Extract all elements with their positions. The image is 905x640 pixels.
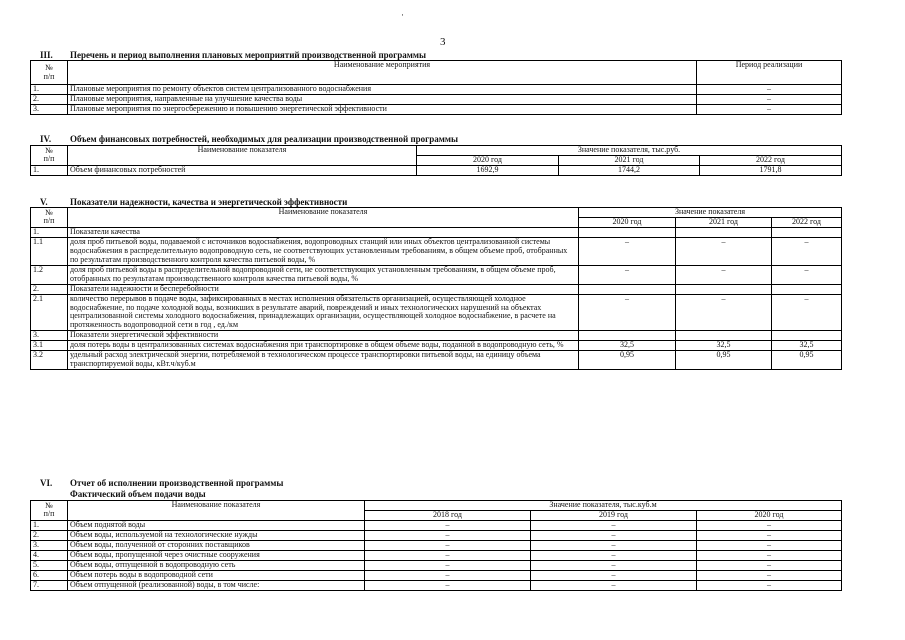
section-6-subtitle: Фактический объем подачи воды [70,489,206,499]
table-header-row [31,208,842,218]
row-name: Объем воды, отпущенной в водопроводную сеть [68,560,365,570]
header-year: 2020 год [579,217,676,227]
section-3-number: III. [40,50,53,60]
table-row [31,85,842,95]
row-number: 1.2 [31,265,68,284]
header-no: № п/п [31,208,68,228]
header-year: 2020 год [417,155,559,165]
row-value: – [365,550,531,560]
section-5-heading [40,197,347,207]
row-value: – [676,237,772,265]
header-no: № п/п [31,146,68,166]
row-value: – [531,520,697,530]
row-number: 6. [31,570,68,580]
row-value [579,227,676,237]
row-value: – [772,237,842,265]
row-name: удельный расход электрической энергии, потребляемой в технологическом процессе транспортировки питьевой воды, на единицу объема транспортируемой воды, кВт.ч/куб.м [68,351,579,370]
row-name: Объем воды, используемой на технологические нужды [68,530,365,540]
row-number: 1. [31,165,68,175]
header-no: № п/п [31,501,68,521]
row-value [579,284,676,294]
row-number: 2. [31,94,68,104]
row-value: – [697,560,842,570]
row-name: Объем воды, пропущенной через очистные сооружения [68,550,365,560]
row-value: – [697,570,842,580]
row-value: – [676,294,772,331]
row-value: 1744,2 [559,165,700,175]
row-name: доля проб питьевой воды в распределительной водопроводной сети, не соответствующих установленным требованиям, в общем объеме проб, отобранных по результатам производственного контроля качества питьевой воды, % [68,265,579,284]
table-row [31,227,842,237]
row-number: 3. [31,331,68,341]
table-row [31,550,842,560]
header-year: 2018 год [365,510,531,520]
row-period: – [697,104,842,114]
row-name: Показатели качества [68,227,579,237]
section-5-title: Показатели надежности, качества и энергетической эффективности [70,197,348,207]
stray-mark: · [401,10,404,20]
row-value [676,331,772,341]
row-value: – [676,265,772,284]
row-number: 1. [31,227,68,237]
row-value: – [365,560,531,570]
row-period: – [697,85,842,95]
section-5-table [30,207,842,370]
row-value [772,331,842,341]
header-year: 2022 год [772,217,842,227]
row-value: – [772,265,842,284]
header-year: 2021 год [676,217,772,227]
table-row [31,165,842,175]
row-value: – [697,530,842,540]
row-value: – [772,294,842,331]
section-3-table [30,60,842,115]
table-row [31,530,842,540]
header-value: Значение показателя, тыс.руб. [417,146,842,156]
header-year: 2021 год [559,155,700,165]
row-value [772,284,842,294]
row-value: – [365,570,531,580]
row-number: 7. [31,580,68,590]
row-value: – [365,580,531,590]
section-6-heading [40,478,283,488]
row-value: 0,95 [579,351,676,370]
table-row [31,104,842,114]
table-row [31,265,842,284]
table-row [31,94,842,104]
row-value: 1791,8 [700,165,842,175]
header-value: Значение показателя [579,208,842,218]
header-no: № п/п [31,61,68,85]
table-header-row [31,146,842,156]
header-name: Наименование показателя [68,501,365,521]
header-year: 2020 год [697,510,842,520]
row-name: Плановые мероприятия по ремонту объектов систем централизованного водоснабжения [68,85,697,95]
row-number: 2. [31,530,68,540]
header-name: Наименование показателя [68,146,417,166]
table-row [31,570,842,580]
row-value: 32,5 [676,341,772,351]
section-6-number: VI. [40,478,53,488]
row-number: 5. [31,560,68,570]
row-value: – [579,265,676,284]
row-name: Плановые мероприятия, направленные на улучшение качества воды [68,94,697,104]
section-4-number: IV. [40,134,52,144]
row-name: Показатели надежности и бесперебойности [68,284,579,294]
row-value: – [531,540,697,550]
row-number: 3.2 [31,351,68,370]
row-number: 2.1 [31,294,68,331]
row-value [676,227,772,237]
row-value: 32,5 [579,341,676,351]
header-year: 2019 год [531,510,697,520]
row-value: – [531,560,697,570]
row-value: – [697,540,842,550]
row-value: – [579,237,676,265]
row-name: Показатели энергетической эффективности [68,331,579,341]
row-name: доля проб питьевой воды, подаваемой с источников водоснабжения, водопроводных станций или иных объектов централизованной системы водоснабжения в распределительную водопроводную сеть, не соответствующих установленным требованиям, в общем объеме проб, отобранных по результатам производственного контроля качества питьевой воды, % [68,237,579,265]
row-number: 4. [31,550,68,560]
row-value: 32,5 [772,341,842,351]
row-number: 3. [31,540,68,550]
row-value [579,331,676,341]
row-value: – [365,540,531,550]
header-value: Значение показателя, тыс.куб.м [365,501,842,511]
row-value: – [365,520,531,530]
table-row [31,520,842,530]
table-row [31,560,842,570]
section-6-table [30,500,842,591]
row-number: 3.1 [31,341,68,351]
row-value: – [531,550,697,560]
table-header-row [31,501,842,511]
section-6-title: Отчет об исполнении производственной программы [70,478,284,488]
row-period: – [697,94,842,104]
row-value: – [531,530,697,540]
row-value: – [531,580,697,590]
row-name: Объем отпущенной (реализованной) воды, в том числе: [68,580,365,590]
row-number: 2. [31,284,68,294]
row-name: Объем финансовых потребностей [68,165,417,175]
table-row [31,331,842,341]
header-period: Период реализации [697,61,842,85]
table-row [31,341,842,351]
row-name: количество перерывов в подаче воды, зафиксированных в местах исполнения обязательств организацией, осуществляющей холодное водоснабжение, по подаче холодной воды, возникших в результате аварий, повреждений и иных технологических нарушений на объектах централизованной системы холодного водоснабжения, принадлежащих организации, осуществляющей холодное водоснабжение, в расчете на протяженность водопроводной сети в год , ед./км [68,294,579,331]
row-number: 1.1 [31,237,68,265]
row-name: Объем поднятой воды [68,520,365,530]
row-number: 1. [31,85,68,95]
row-value: 0,95 [676,351,772,370]
row-value: – [697,550,842,560]
row-value: – [365,530,531,540]
section-4-heading [40,134,458,144]
table-row [31,351,842,370]
table-header-row [31,61,842,85]
row-value: – [697,580,842,590]
row-number: 3. [31,104,68,114]
section-4-table [30,145,842,176]
row-value [772,227,842,237]
row-name: Плановые мероприятия по энергосбережению и повышению энергетической эффективности [68,104,697,114]
row-value: – [531,570,697,580]
header-year: 2022 год [700,155,842,165]
table-row [31,237,842,265]
row-value: – [579,294,676,331]
table-row [31,580,842,590]
section-4-title: Объем финансовых потребностей, необходимых для реализации производственной программы [70,134,459,144]
row-name: доля потерь воды в централизованных системах водоснабжения при транспортировке в общем объеме воды, поданной в водопроводную сеть, % [68,341,579,351]
header-name: Наименование мероприятия [68,61,697,85]
page-number: 3 [440,36,446,48]
row-value [676,284,772,294]
table-row [31,294,842,331]
row-value: 1692,9 [417,165,559,175]
row-name: Объем потерь воды в водопроводной сети [68,570,365,580]
table-row [31,284,842,294]
row-value: – [697,520,842,530]
section-3-heading [40,50,426,60]
row-value: 0,95 [772,351,842,370]
header-name: Наименование показателя [68,208,579,228]
section-5-number: V. [40,197,48,207]
row-name: Объем воды, полученной от сторонних поставщиков [68,540,365,550]
row-number: 1. [31,520,68,530]
table-row [31,540,842,550]
section-3-title: Перечень и период выполнения плановых мероприятий производственной программы [70,50,427,60]
